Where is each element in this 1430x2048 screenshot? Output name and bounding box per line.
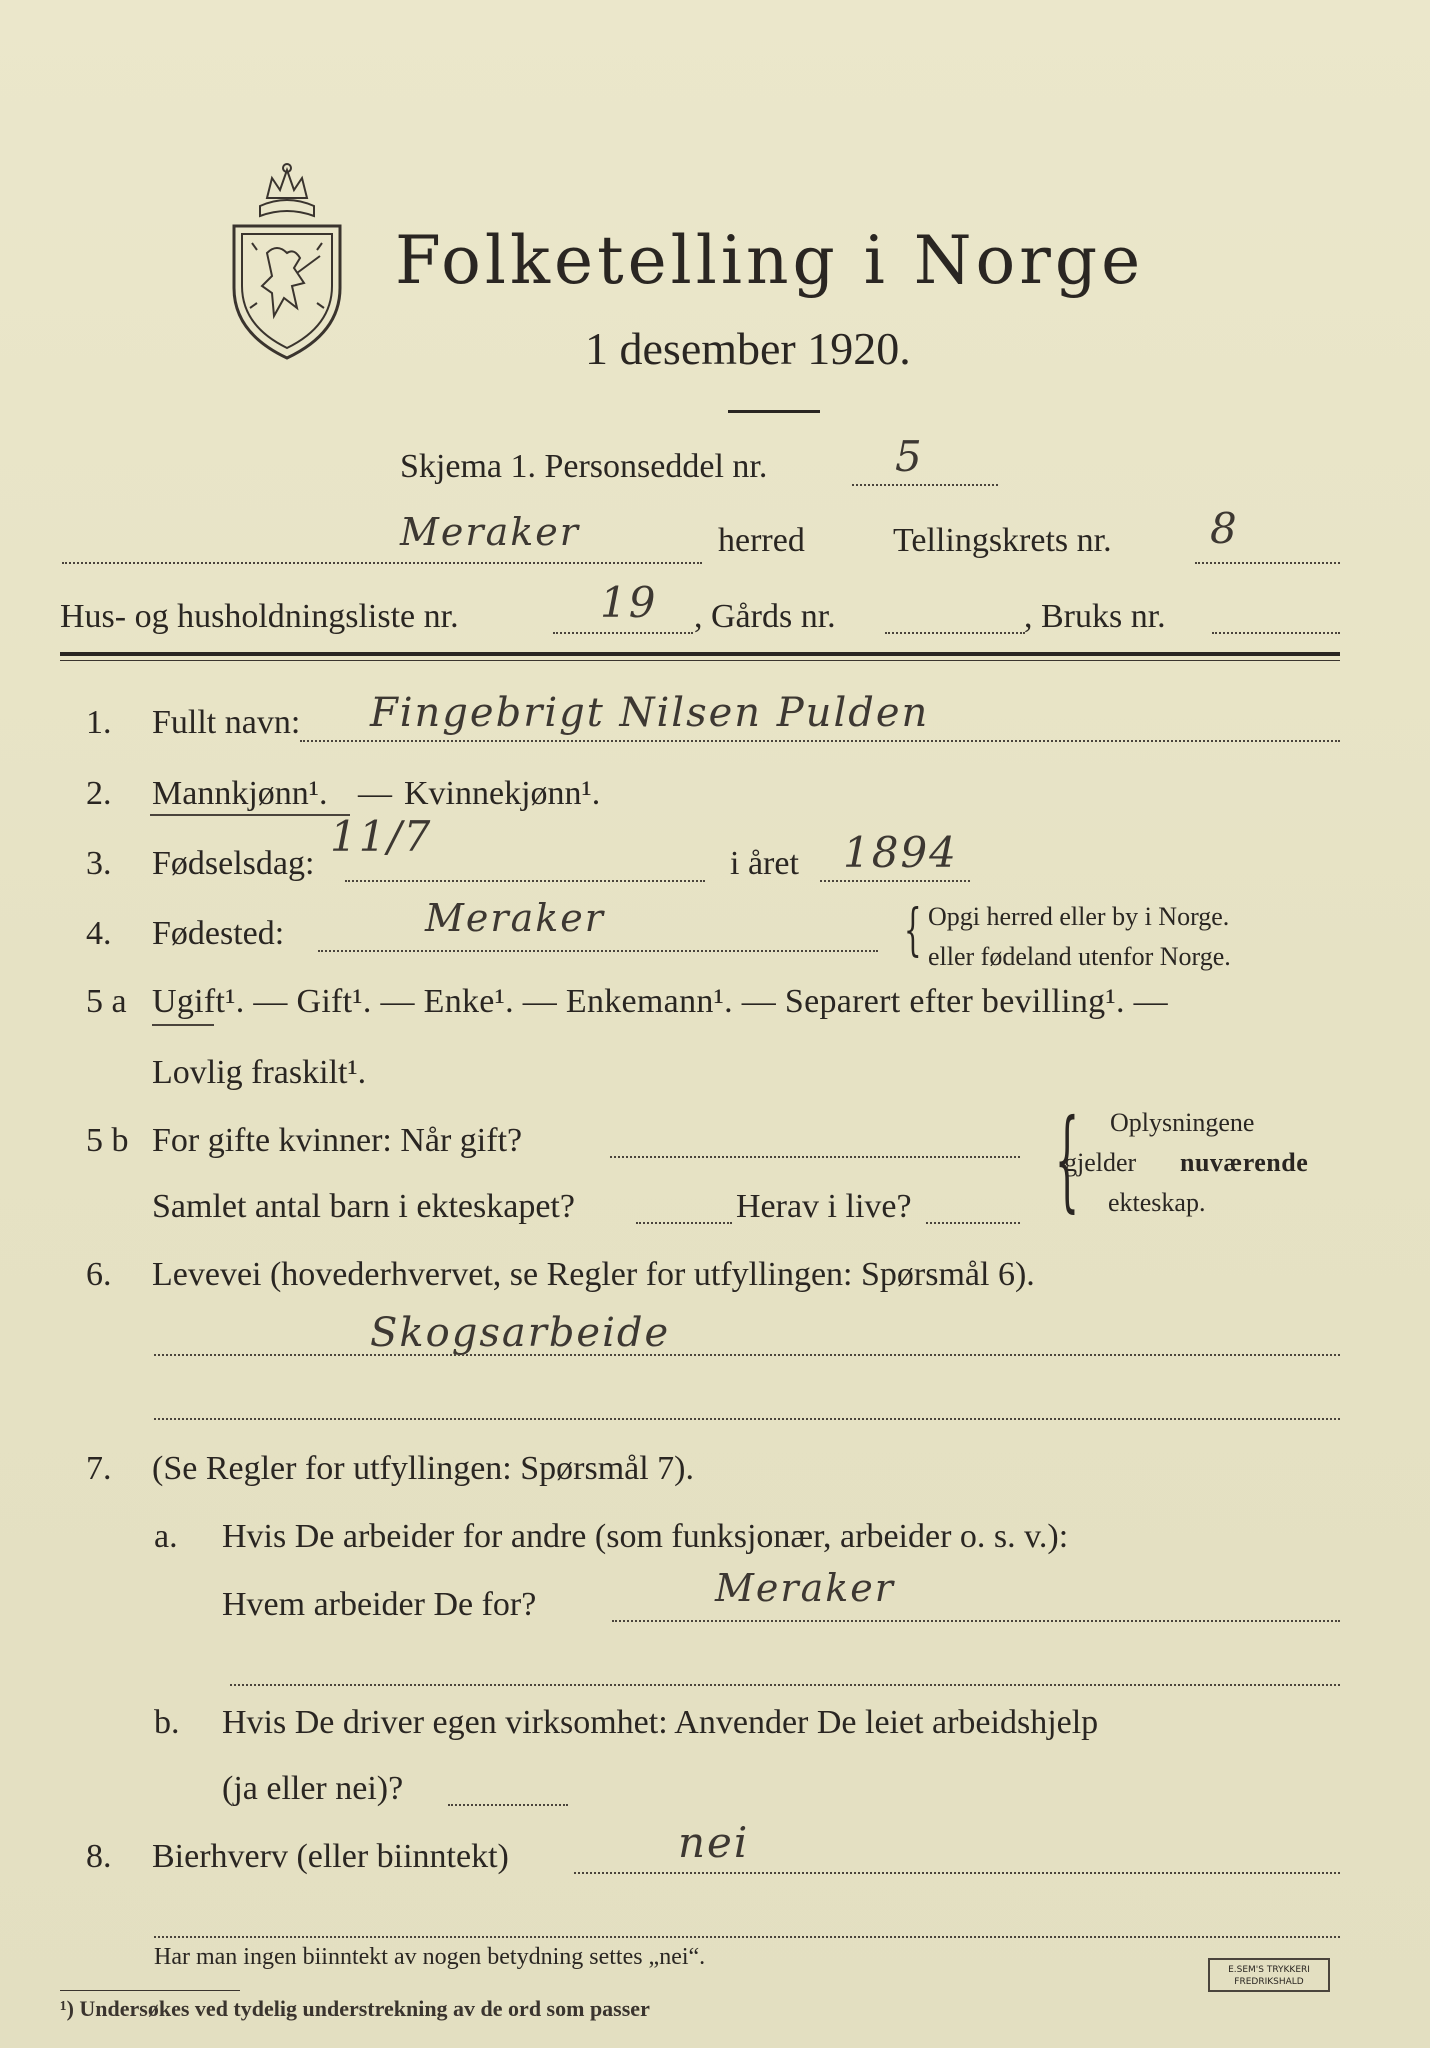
q5b-alive-field-line [926,1222,1020,1224]
q8-field-line-2 [154,1936,1340,1938]
personseddel-nr-value: 5 [895,432,924,481]
q2-number: 2. [86,775,112,812]
q5a-ugift-underline [152,1024,214,1026]
q5b-children-field-line [636,1222,732,1224]
q6-field-line-2 [154,1418,1340,1420]
q4-label: Fødested: [152,915,285,952]
tellingskrets-label: Tellingskrets nr. [893,522,1112,559]
footer-note: Har man ingen biinntekt av nogen betydning settes „nei“. [154,1944,706,1970]
q6-occupation-value: Skogsarbeide [370,1310,671,1356]
q1-label: Fullt navn: [152,704,301,741]
q4-number: 4. [86,915,112,952]
tellingskrets-field-line [1195,562,1340,564]
tellingskrets-value: 8 [1210,504,1239,553]
printer-stamp: E.SEM'S TRYKKERI FREDRIKSHALD [1208,1958,1330,1992]
q1-number: 1. [86,704,112,741]
herred-value: Meraker [400,510,580,554]
husholdningsliste-field-line [553,632,693,634]
q5b-alive-label: Herav i live? [736,1188,912,1225]
q3-year-field-line [820,880,970,882]
q6-field-line-1 [154,1354,1340,1356]
q4-note-line1: Opgi herred eller by i Norge. [928,902,1230,931]
q7b-line2: (ja eller nei)? [222,1770,404,1807]
q1-full-name-value: Fingebrigt Nilsen Pulden [370,690,930,736]
q4-note-brace: { [903,898,922,963]
q5b-note-line2b: nuværende [1180,1148,1309,1177]
title-divider [728,410,820,413]
footnote-divider [60,1990,240,1991]
herred-field-line [62,562,702,564]
q7b-field-line [448,1804,568,1806]
q7b-line1: Hvis De driver egen virksomhet: Anvender De leiet arbeidshjelp [222,1704,1099,1741]
q8-number: 8. [86,1838,112,1875]
q3-day-field-line [345,880,705,882]
q5b-note-line1: Oplysningene [1110,1108,1255,1137]
q5b-line1: For gifte kvinner: Når gift? [152,1122,523,1159]
q4-field-line [318,950,878,952]
q3-birth-year-value: 1894 [843,828,958,877]
husholdningsliste-label: Hus- og husholdningsliste nr. [60,598,459,635]
q5b-children-label: Samlet antal barn i ekteskapet? [152,1188,575,1225]
q3-number: 3. [86,845,112,882]
q7a-line1: Hvis De arbeider for andre (som funksjonær, arbeider o. s. v.): [222,1518,1069,1555]
q5b-note-brace: { [1054,1095,1080,1223]
q3-year-label: i året [730,845,799,882]
q3-label: Fødselsdag: [152,845,315,882]
q5a-options-line2: Lovlig fraskilt¹. [152,1054,367,1091]
census-date: 1 desember 1920. [585,323,911,374]
q4-birthplace-value: Meraker [425,896,605,940]
q2-female-option: Kvinnekjønn¹. [404,775,601,812]
q7a-field-line-2 [230,1684,1340,1686]
q7-label: (Se Regler for utfyllingen: Spørsmål 7). [152,1450,695,1487]
q3-birthday-value: 11/7 [330,812,433,861]
q5a-number: 5 a [86,983,127,1020]
q5b-note-line2a: gjelder [1064,1148,1137,1177]
schema-label: Skjema 1. Personseddel nr. [400,448,768,485]
q8-side-income-value: nei [678,1818,750,1867]
q2-male-option: Mannkjønn¹. [152,775,328,812]
q7a-employer-value: Meraker [715,1566,895,1610]
gards-label: , Gårds nr. [694,598,836,635]
q1-field-line [300,740,1340,742]
herred-label: herred [718,522,805,559]
norway-coat-of-arms-icon [222,158,352,368]
q2-male-underline [150,814,350,816]
q7a-letter: a. [154,1518,178,1555]
q7a-field-line-1 [612,1620,1340,1622]
q7-number: 7. [86,1450,112,1487]
q7b-letter: b. [154,1704,180,1741]
q8-label: Bierhverv (eller biinntekt) [152,1838,509,1875]
q4-note-line2: eller fødeland utenfor Norge. [928,942,1231,971]
q6-number: 6. [86,1256,112,1293]
q5b-number: 5 b [86,1122,129,1159]
q8-field-line-1 [574,1872,1340,1874]
q5a-options-line1: Ugift¹. — Gift¹. — Enke¹. — Enkemann¹. — Separert efter bevilling¹. — [152,983,1168,1020]
bruks-field-line [1212,632,1340,634]
husholdningsliste-value: 19 [600,578,658,627]
form-title: Folketelling i Norge [395,222,1145,299]
header-divider-thin [60,660,1340,661]
personseddel-field-line [852,484,998,486]
q5b-note-line3: ekteskap. [1108,1188,1206,1217]
header-divider [60,652,1340,656]
q2-separator: — [358,775,392,812]
gards-field-line [885,632,1025,634]
q7a-line2: Hvem arbeider De for? [222,1586,537,1623]
q5b-married-field-line [610,1156,1020,1158]
footnote: ¹) Undersøkes ved tydelig understrekning av de ord som passer [60,1996,650,2021]
bruks-label: , Bruks nr. [1024,598,1166,635]
q6-label: Levevei (hovederhvervet, se Regler for utfyllingen: Spørsmål 6). [152,1256,1035,1293]
